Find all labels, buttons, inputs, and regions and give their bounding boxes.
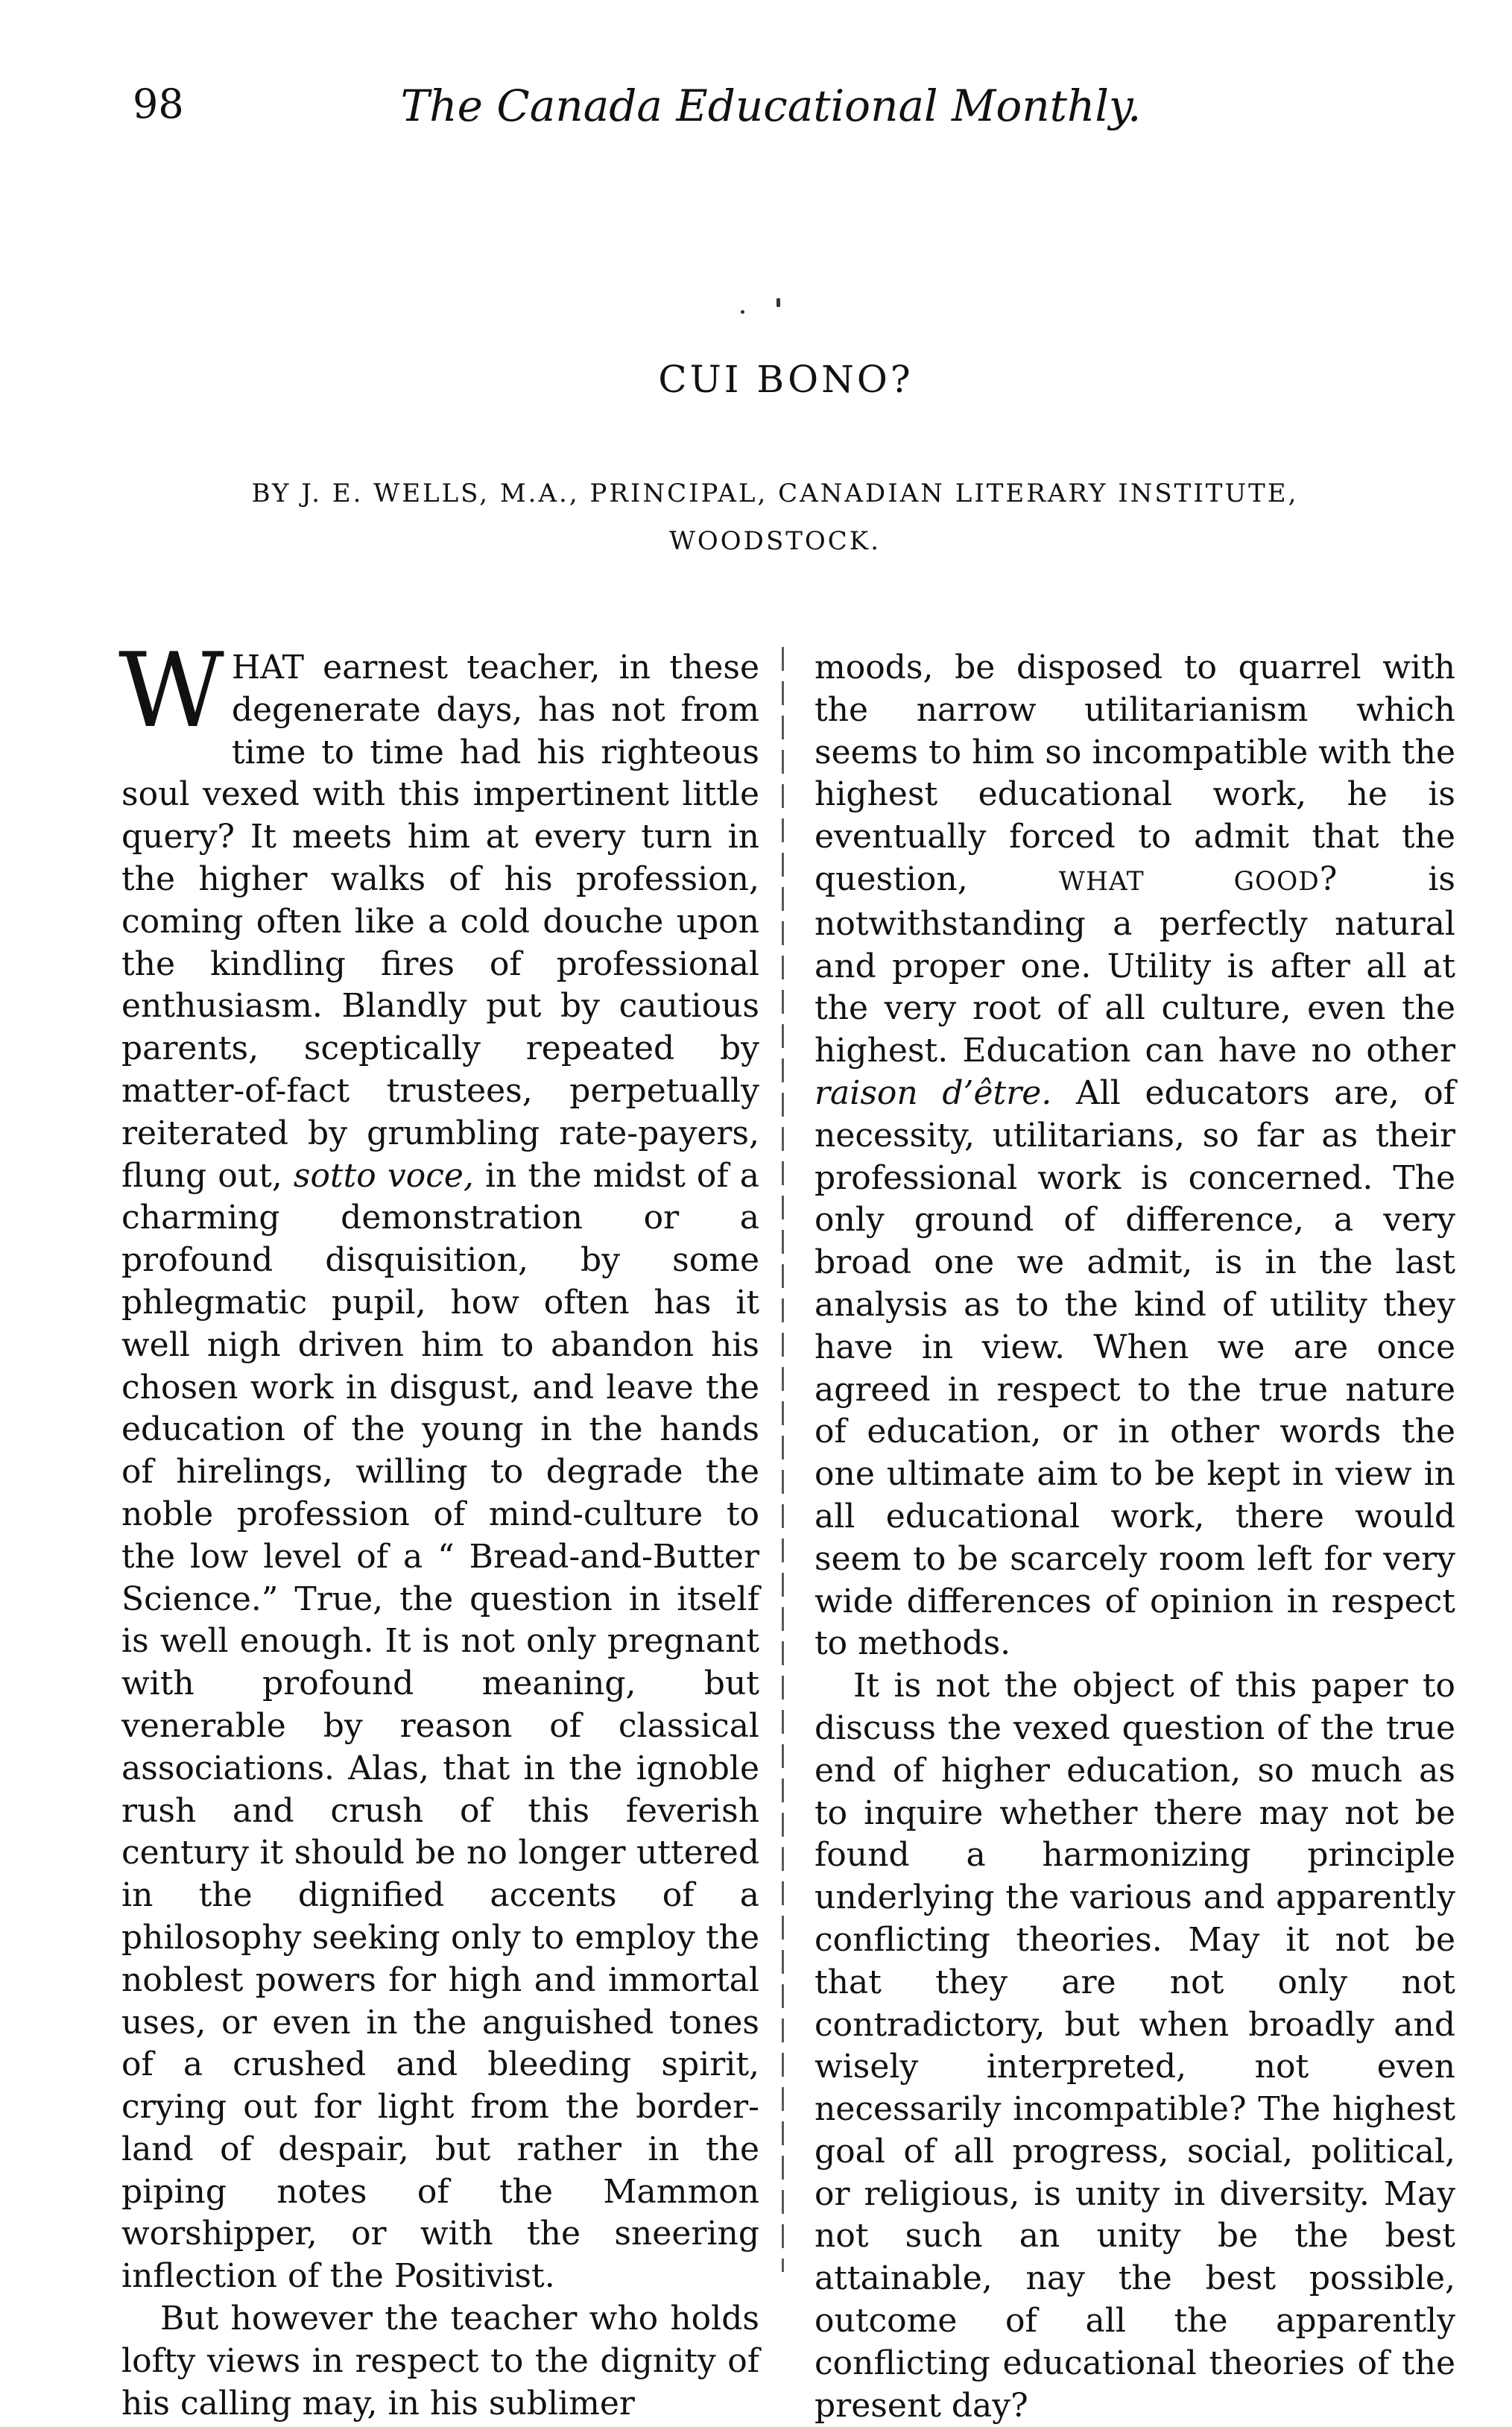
right-column [814,647,1455,2427]
small-caps-phrase: WHAT GOOD [1058,866,1320,897]
italic-phrase: raison d’être. [814,1073,1052,1112]
byline-author: BY J. E. WELLS, M.A., PRINCIPAL, CANADIAN LITERARY INSTITUTE, [251,479,1299,508]
paragraph-text: HAT earnest teacher, in these degenerate days, has not from time to time had his righteous soul vexed with this impertinent little query? It meets him at every turn in the higher walks of his profession, coming often like a cold douche upon the kindling fires of professional enthusiasm. Blandly put by cautious parents, sceptically repeated by matter-of-fact trustees, perpetually reiterated by grumbling rate-payers, flung out, [121,648,759,1195]
left-column [118,631,759,2425]
column-divider [782,647,784,2272]
drop-cap: W [118,631,224,751]
paragraph [118,631,759,2298]
paragraph: It is not the object of this paper to discuss the vexed question of the true end of higher education, so much as to inquire whether there may not be found a harmonizing principle underlying the various and apparently conflicting theories. May it not be that they are not only not contradictory, but when broadly and wisely interpreted, not even necessarily incompatible? The highest goal of all progress, social, political, or religious, is unity in diversity. May not such an unity be the best attainable, nay the best possible, outcome of all the apparently conflicting educational theories of the present day? [814,1667,1455,2425]
byline-location: WOODSTOCK. [668,526,882,556]
byline [186,470,1364,565]
article-title: CUI BONO? [658,358,914,401]
page-number: 98 [133,81,184,127]
italic-phrase: sotto voce, [293,1156,474,1195]
paragraph-text: in the midst of a charming demonstration or a profound disquisition, by some phlegmatic pupil, how often has it well nigh driven him to abandon his chosen work in disgust, and leave the education of the young in the hands of hirelings, willing to degrade the noble profession of mind-culture to the low level of a “ Bread-and-Butter Science.” True, the question in itself is well enough. It is not only pregnant with profound meaning, but venerable by reason of classical associations. Alas, that in the ignoble rush and crush of this feverish century it should be no longer uttered in the dignified accents of a philosophy seeking only to employ the noblest powers for high and immortal uses, or even in the anguished tones of a crushed and bleeding spirit, crying out for light from the border-land of despair, but rather in the piping notes of the Mammon worshipper, or with the sneering inflection of the Positivist. [121,1156,759,2296]
print-specks [738,298,797,321]
paragraph-text: ? is notwithstanding a perfectly natural and proper one. Utility is after all at the very root of all culture, even the highest. Education can have no other [814,859,1455,1070]
print-speck [776,298,780,307]
paragraph-text: All educators are, of necessity, utilitarians, so far as their professional work is concerned. The only ground of difference, a very broad one we admit, is in the last analysis as to the kind of utility they have in view. When we are once agreed in respect to the true nature of education, or in other words the one ultimate aim to be kept in view in all educational work, there would seem to be scarcely room left for very wide differences of opinion in respect to methods. [814,1073,1455,1663]
running-head [0,81,1512,148]
paragraph [814,647,1455,1665]
print-speck [741,310,744,314]
paragraph: But however the teacher who holds lofty views in respect to the dignity of his calling may, in his sublimer [121,2300,759,2423]
journal-title: The Canada Educational Monthly. [400,81,1142,131]
paragraph-text: moods, be disposed to quarrel with the narrow utilitarianism which seems to him so incompatible with the highest educational work, he is eventually forced to admit that the question, [814,648,1455,898]
